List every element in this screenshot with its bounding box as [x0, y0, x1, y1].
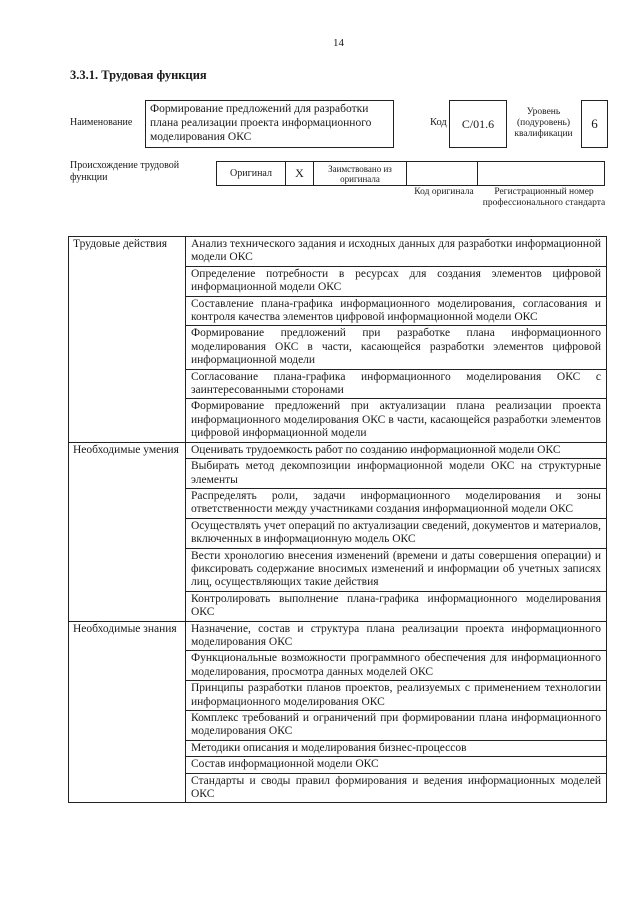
item-cell: Выбирать метод декомпозиции информационной модели ОКС на структурные элементы	[186, 459, 607, 489]
table-row	[69, 237, 607, 267]
item-cell: Оценивать трудоемкость работ по созданию информационной модели ОКС	[186, 442, 607, 458]
category-cell: Трудовые действия	[69, 237, 186, 443]
item-cell: Методики описания и моделирования бизнес-процессов	[186, 740, 607, 756]
item-cell: Функциональные возможности программного обеспечения для информационного моделирования, просмотра данных моделей ОКС	[186, 651, 607, 681]
original-cell: Оригинал	[216, 161, 286, 186]
code-original-caption: Код оригинала	[414, 187, 474, 197]
code-original-cell	[406, 161, 478, 186]
table-row	[69, 442, 607, 458]
origin-row	[217, 161, 607, 186]
item-cell: Согласование плана-графика информационного моделирования ОКС с заинтересованными сторонами	[186, 369, 607, 399]
item-cell: Комплекс требований и ограничений при формировании плана информационного моделирования ОКС	[186, 711, 607, 741]
borrowed-cell: Заимствовано из оригинала	[313, 161, 407, 186]
item-cell: Распределять роли, задачи информационного моделирования и зоны ответственности между участниками создания информационной модели ОКС	[186, 488, 607, 518]
item-cell: Составление плана-графика информационного моделирования, согласования и контроля качества элементов цифровой информационной модели ОКС	[186, 296, 607, 326]
item-cell: Формирование предложений при разработке плана информационного моделирования ОКС в части, касающейся разработки элементов цифровой информационной модели	[186, 326, 607, 369]
item-cell: Вести хронологию внесения изменений (времени и даты совершения операции) и фиксировать содержание вносимых изменений и информации об учетных записях лиц, осуществляющих такие действия	[186, 548, 607, 591]
item-cell: Состав информационной модели ОКС	[186, 757, 607, 773]
origin-label: Происхождение трудовой функции	[70, 160, 180, 183]
item-cell: Назначение, состав и структура плана реализации проекта информационного моделирования ОКС	[186, 621, 607, 651]
original-mark-cell: X	[285, 161, 314, 186]
item-cell: Определение потребности в ресурсах для создания элементов цифровой информационной модели ОКС	[186, 266, 607, 296]
name-label: Наименование	[70, 117, 133, 128]
item-cell: Формирование предложений при актуализации плана реализации проекта информационного моделирования ОКС в части, касающейся разработки элементов цифровой информационной модели	[186, 399, 607, 442]
item-cell: Стандарты и своды правил формирования и ведения информационных моделей ОКС	[186, 773, 607, 803]
section-title: 3.3.1. Трудовая функция	[70, 68, 207, 82]
reg-number-cell	[477, 161, 605, 186]
table-row	[69, 621, 607, 651]
level-label: Уровень (подуровень) квалификации	[514, 107, 573, 139]
code-value-box: C/01.6	[449, 100, 507, 148]
code-label: Код	[430, 117, 447, 128]
level-value-box: 6	[581, 100, 608, 148]
category-cell: Необходимые знания	[69, 621, 186, 803]
item-cell: Осуществлять учет операций по актуализации сведений, документов и материалов, включенных в информационную модель ОКС	[186, 518, 607, 548]
item-cell: Контролировать выполнение плана-графика информационного моделирования ОКС	[186, 591, 607, 621]
item-cell: Анализ технического задания и исходных данных для разработки информационной модели ОКС	[186, 237, 607, 267]
page-number: 14	[333, 37, 344, 49]
category-cell: Необходимые умения	[69, 442, 186, 621]
reg-number-caption: Регистрационный номер профессионального стандарта	[482, 187, 606, 208]
name-value-box: Формирование предложений для разработки плана реализации проекта информационного моделирования ОКС	[145, 100, 394, 148]
labor-function-table	[68, 236, 607, 803]
item-cell: Принципы разработки планов проектов, реализуемых с применением технологии информационного моделирования ОКС	[186, 681, 607, 711]
